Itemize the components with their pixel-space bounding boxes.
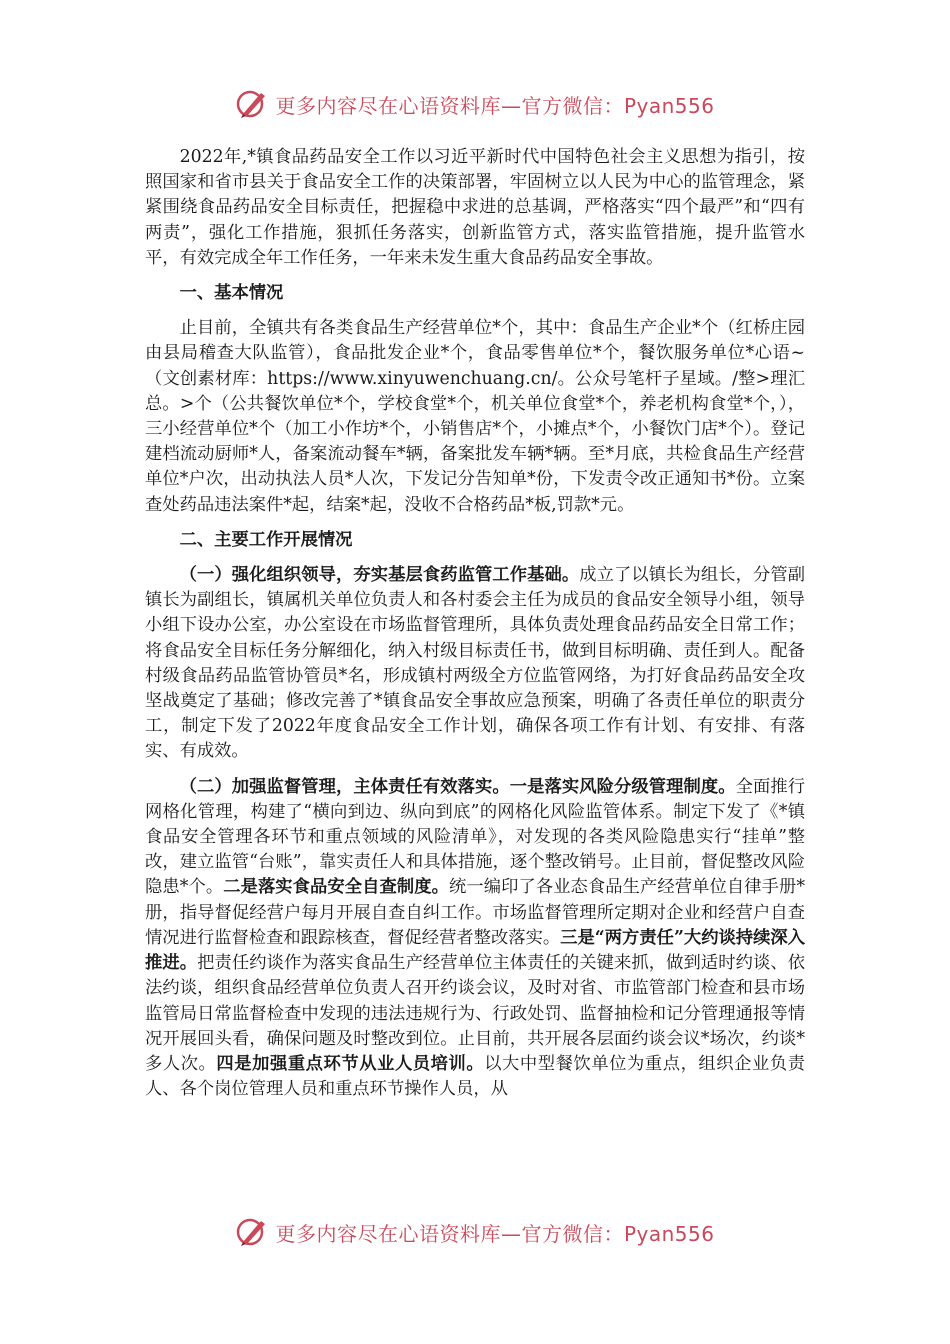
banner-text: 更多内容尽在心语资料库—官方微信：Pyan556 <box>275 1221 715 1246</box>
subsection-2-body-a: 全面推行网格化管理，构建了“横向到边、纵向到底”的网格化风险监管体系。制定下发了《*镇食品安全管理各环节和重点领域的风险清单》，对发现的各类风险隐患实行“挂单”整改，建立监管“台账”，靠实责任人和具体措施，逐个整改销号。止目前，督促整改风险隐患*个。 <box>145 776 805 898</box>
subsection-1-paragraph <box>145 563 805 765</box>
subsection-2-lead-b: 二是落实食品安全自查制度。 <box>223 877 449 898</box>
subsection-1-lead: （一）强化组织领导，夯实基层食药监管工作基础。 <box>179 565 580 586</box>
section-heading-main-work: 二、主要工作开展情况 <box>179 529 353 550</box>
subsection-2-body-c: 把责任约谈作为落实食品生产经营单位主体责任的关键来抓，做到适时约谈、依法约谈，组织食品经营单位负责人召开约谈会议，及时对省、市监管部门检查和县市场监管局日常监督检查中发现的违法违规行为、行政处罚、监督抽检和记分管理通报等情况开展回头看，确保问题及时整改到位。止目前，共开展各层面约谈会议*场次，约谈*多人次。 <box>145 953 805 1074</box>
subsection-2-body-b: 统一编印了各业态食品生产经营单位自律手册*册，指导督促经营户每月开展自查自纠工作。市场监督管理所定期对企业和经营户自查情况进行监督检查和跟踪核查，督促经营者整改落实。 <box>145 877 805 948</box>
footer-banner <box>0 1212 950 1252</box>
subsection-2-body-d: 以大中型餐饮单位为重点，组织企业负责人、各个岗位管理人员和重点环节操作人员，从 <box>145 1053 805 1100</box>
pen-logo-icon <box>235 1215 269 1249</box>
subsection-2-lead-d: 四是加强重点环节从业人员培训。 <box>216 1053 485 1074</box>
header-banner <box>0 84 950 124</box>
subsection-2-lead: （二）加强监督管理，主体责任有效落实。一是落实风险分级管理制度。 <box>179 776 736 797</box>
pen-logo-icon <box>235 87 269 121</box>
intro-paragraph: 2022年,*镇食品药品安全工作以习近平新时代中国特色社会主义思想为指引，按照国家和省市县关于食品安全工作的决策部署，牢固树立以人民为中心的监管理念，紧紧围绕食品药品安全目标责任，把握稳中求进的总基调，严格落实“四个最严”和“四有两责”，强化工作措施，狠抓任务落实，创新监管方式，落实监管措施，提升监管水平，有效完成全年工作任务，一年来未发生重大食品药品安全事故。 <box>145 147 805 268</box>
section-heading-basic: 一、基本情况 <box>179 283 284 304</box>
subsection-2-lead-c: 三是“两方责任”大约谈持续深入推进。 <box>145 927 805 974</box>
document-body <box>145 145 805 1102</box>
basic-paragraph: 止目前，全镇共有各类食品生产经营单位*个，其中：食品生产企业*个（红桥庄园由县局稽查大队监管），食品批发企业*个，食品零售单位*个，餐饮服务单位*心语~（文创素材库：https://www.xinyuwenchuang.cn/。公众号笔杆子星域。/整>理汇总。>个（公共餐饮单位*个，学校食堂*个，机关单位食堂*个，养老机构食堂*个，），三小经营单位*个（加工小作坊*个，小销售店*个，小摊点*个，小餐饮门店*个）。登记建档流动厨师*人，备案流动餐车*辆，备案批发车辆*辆。至*月底，共检食品生产经营单位*户次，出动执法人员*人次，下发记分告知单*份，下发责令改正通知书*份。立案查处药品违法案件*起，结案*起，没收不合格药品*板,罚款*元。 <box>145 318 805 515</box>
subsection-1-body: 成立了以镇长为组长，分管副镇长为副组长，镇属机关单位负责人和各村委会主任为成员的食品安全领导小组，领导小组下设办公室，办公室设在市场监督管理所，具体负责处理食品药品安全日常工作；将食品安全目标任务分解细化，纳入村级目标责任书，做到目标明确、责任到人。配备村级食品药品监管协管员*名，形成镇村两级全方位监管网络，为打好食品药品安全攻坚战奠定了基础；修改完善了*镇食品安全事故应急预案，明确了各责任单位的职责分工，制定下发了2022年度食品安全工作计划，确保各项工作有计划、有安排、有落实、有成效。 <box>145 565 805 762</box>
subsection-2-paragraph <box>145 775 805 1103</box>
banner-text: 更多内容尽在心语资料库—官方微信：Pyan556 <box>275 93 715 118</box>
